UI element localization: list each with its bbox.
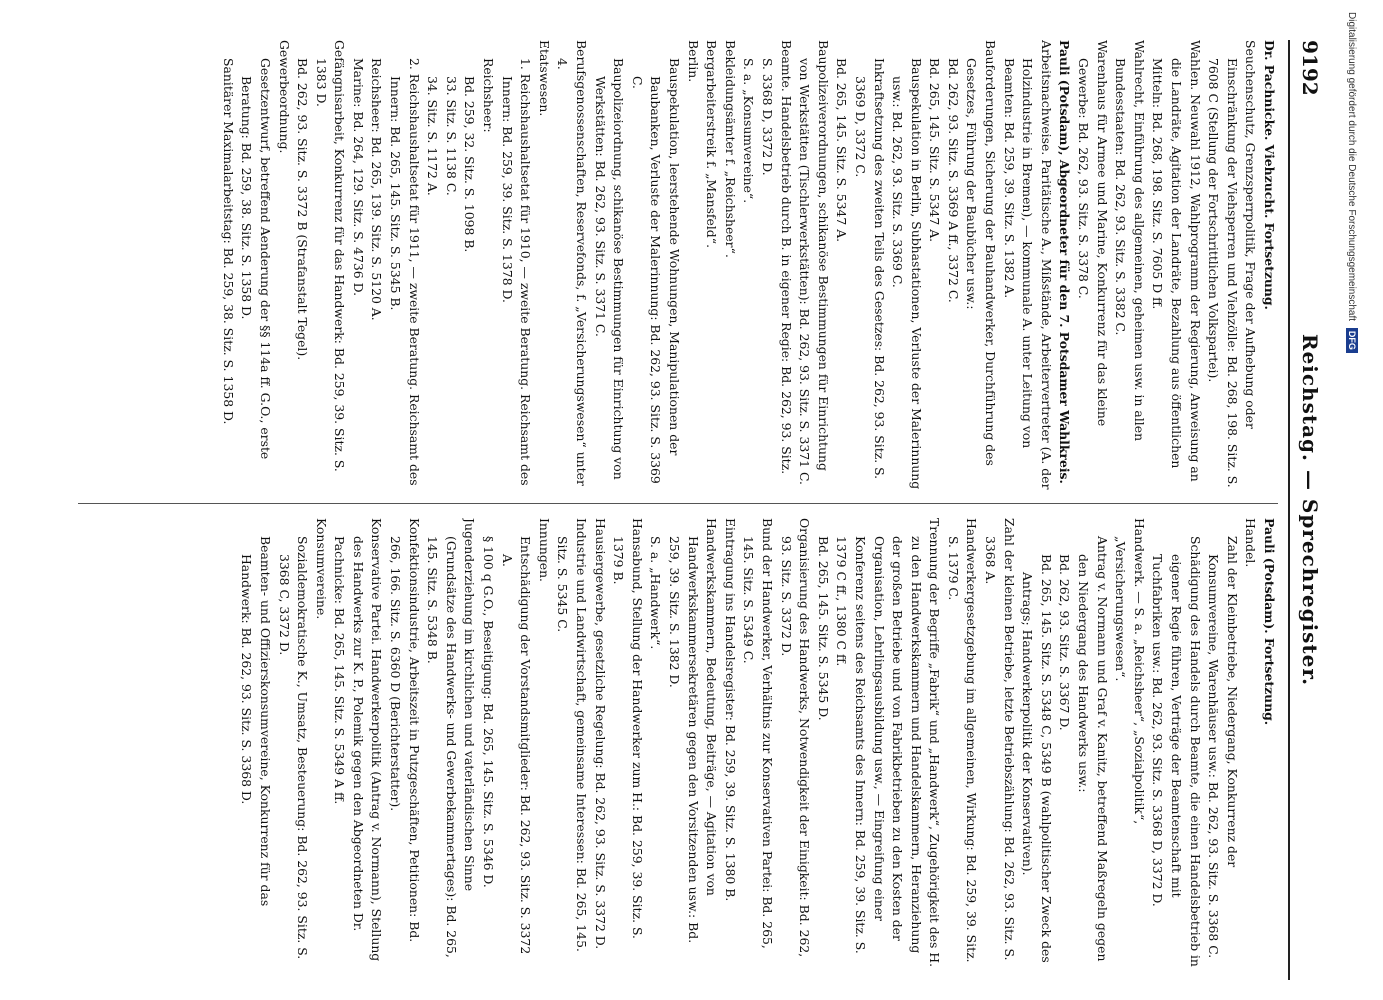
register-entry: Sanitärer Maximalarbeitstag: Bd. 259, 38. Sitz. S. 1358 D. bbox=[220, 58, 236, 425]
register-entry: Bauspekulation in Berlin, Subhastationen, Verluste der Malerinnung usw.: Bd. 262, 93. Sitz. S. 3369 C. bbox=[890, 58, 924, 490]
register-entry: Wahlen. Neuwahl 1912, Wahlprogramm der Regierung, Anweisung an die Landräte, Agitation der Landräte, Bezahlung aus öffentlichen Mitteln: Bd. 268, 198. Sitz. S. 7605 D ff. bbox=[1150, 40, 1203, 482]
register-entry: Gefängnisarbeit, Konkurrenz für das Handwerk: Bd. 259, 39. Sitz. S. 1383 D. bbox=[313, 40, 348, 472]
register-entry: Pauli (Potsdam). Fortsetzung. bbox=[1262, 518, 1277, 726]
register-entry: Handel. bbox=[1243, 518, 1259, 568]
register-entry: Bund der Handwerker, Verhältnis zur Konservativen Partei: Bd. 265, 145. Sitz. S. 5349 C. bbox=[741, 518, 775, 949]
register-entry: Sozialdemokratische K., Umsatz, Besteuerung: Bd. 262, 93. Sitz. S. 3368 C, 3372 D. bbox=[276, 536, 311, 960]
register-entry: Bd. 262, 93. Sitz. S. 3372 B (Strafanstalt Tegel). bbox=[295, 58, 311, 361]
register-entry: Hausiergewerbe, gesetzliche Regelung: Bd. 262, 93. Sitz. S. 3372 D. bbox=[592, 518, 608, 950]
register-entry: Konservative Partei. Handwerkerpolitik (Antrag v. Normann), Stellung des Handwerks zur K. P., Polemik gegen den Abgeordneten Dr. Pachnicke: Bd. 265, 145. Sitz. S. 5349 A ff. bbox=[332, 518, 385, 962]
register-entry: 34. Sitz. S. 1172 A. bbox=[425, 76, 441, 196]
register-entry: § 100 q G.O., Beseitigung: Bd. 265, 145. Sitz. S. 5346 D. bbox=[481, 536, 497, 888]
register-entry: Gesetzentwurf, betreffend Aenderung der §§ 114a ff. G.O., erste Beratung: Bd. 259, 38. Sitz. S. 1358 D. bbox=[239, 58, 273, 460]
register-entry: Bd. 259, 32. Sitz. S. 1098 B. bbox=[462, 76, 478, 253]
register-entry: Beamten- und Offizierskonsumvereine, Konkurrenz für das Handwerk: Bd. 262, 93. Sitz. S. 3368 D. bbox=[239, 536, 273, 907]
page-header bbox=[1288, 40, 1330, 980]
register-entry: Bekleidungsämter f. „Reichsheer“. bbox=[722, 40, 738, 258]
register-entry: Inkraftsetzung des zweiten Teils des Gesetzes: Bd. 262, 93. Sitz. S. 3369 D, 3372 C. bbox=[852, 58, 887, 480]
register-entry: 2. Reichshaushaltsetat für 1911, — zweite Beratung. Reichsamt des Innern: Bd. 265, 145. Sitz. S. 5345 B. bbox=[388, 58, 422, 486]
right-column bbox=[78, 518, 1278, 968]
register-page bbox=[68, 40, 1330, 980]
register-entry: Baupolizeiordnung, schikanöse Bestimmungen für Einrichtung von Werkstätten: Bd. 262, 93. Sitz. S. 3371 C. bbox=[592, 58, 627, 480]
register-entry: Trennung der Begriffe „Fabrik“ und „Handwerk“, Zugehörigkeit des H. zu den Handwerkskammern und Handelskammern, Heranziehung der großen Betriebe und von Fabrikbetrieben zu den Kosten der Organisation, Lehrlingsausbildung usw., — Eingreifung einer Konferenz seitens des Reichsamts des Innern: Bd. 259, 39. Sitz. S. 1379 C ff., 1380 C ff. bbox=[834, 518, 943, 968]
register-entry: Bd. 262, 93. Sitz. S. 3367 D. bbox=[1057, 554, 1073, 731]
register-entry: Zahl der Kleinbetriebe, Niedergang, Konkurrenz der Konsumvereine, Warenhäuser usw.: Bd. 262, 93. Sitz. S. 3368 C. bbox=[1206, 536, 1240, 959]
register-entry: Reichsheer: bbox=[481, 58, 497, 133]
register-entry: Antrag v. Normann und Graf v. Kanitz, betreffend Maßregeln gegen den Niedergang des Handwerks usw.: bbox=[1076, 536, 1110, 962]
digitization-credit bbox=[1346, 12, 1358, 984]
register-entry: Bergarbeiterstreik f. „Mansfeld“. bbox=[704, 40, 720, 249]
register-entry: Seuchenschutz, Grenzsperrpolitik, Frage der Aufhebung oder Einschränkung der Viehsperren und Viehzölle: Bd. 268, 198. Sitz. S. 7608 C (Stellung der Fortschrittlichen Volkspartei). bbox=[1206, 40, 1259, 488]
register-entry: Bd. 265, 145. Sitz. S. 5347 A. bbox=[834, 58, 850, 243]
register-entry: 1. Reichshaushaltsetat für 1910, — zweite Beratung. Reichsamt des Innern: Bd. 259, 39. Sitz. S. 1378 D. bbox=[499, 58, 534, 486]
running-head: Reichstag. — Sprechregister. bbox=[1298, 333, 1322, 687]
register-entry: Bd. 265, 145. Sitz. S. 5348 C, 5349 B (wahlpolitischer Zweck des Antrags; Handwerkerpolitik der Konservativen). bbox=[1020, 554, 1054, 963]
register-entry: S. a. „Handwerk“. bbox=[648, 536, 664, 650]
register-entry: Innungen. bbox=[536, 518, 552, 582]
register-entry: Pauli (Potsdam), Abgeordneter für den 7. Potsdamer Wahlkreis. bbox=[1057, 40, 1073, 484]
register-entry: Warenhaus für Armee und Marine, Konkurrenz für das kleine Gewerbe: Bd. 262, 93. Sitz. S. 3378 C. bbox=[1076, 40, 1110, 427]
register-entry: Jugenderziehung im kirchlichen und vaterländischen Sinne (Grundsätze des Handwerks- und Gewerbekammertages): Bd. 265, 145. Sitz. S. 5348 B. bbox=[425, 518, 478, 958]
register-entry: Arbeitsnachweise. Paritätische A., Mißstände, Arbeitervertreter (A. der Holzindustrie in Bremen), — kommunale A. unter Leitung von Beamten: Bd. 259, 39. Sitz. S. 1382 A. bbox=[1001, 40, 1054, 490]
digitization-credit-text: Digitalisierung gefördert durch die Deutsche Forschungsgemeinschaft bbox=[1346, 12, 1357, 322]
register-entry: Handwerk. — S. a. „Reichsheer“, „Sozialpolitik“, „Versicherungswesen“. bbox=[1113, 518, 1147, 825]
register-entry: Berufsgenossenschaften, Reservefonds, f. „Versicherungswesen“ unter 4. bbox=[555, 40, 590, 486]
column-divider bbox=[78, 503, 1278, 504]
register-entry: Handwerkskammern, Bedeutung, Beiträge, — Agitation von Handwerkskammersekretären gegen den Vorsitzenden usw.: Bd. 259, 39. Sitz. S. 1382 D. bbox=[667, 518, 720, 944]
register-entry: Handwerkergesetzgebung im allgemeinen, Wirkung: Bd. 259, 39. Sitz. S. 1379 C. bbox=[945, 518, 980, 963]
register-entry: Industrie und Landwirtschaft, gemeinsame Interessen: Bd. 265, 145. Sitz. S. 5345 C. bbox=[555, 518, 590, 952]
register-entry: 33. Sitz. S. 1138 C. bbox=[443, 76, 459, 196]
register-entry: Eintragung ins Handelsregister: Bd. 259, 39. Sitz. S. 1380 B. bbox=[722, 518, 738, 902]
register-entry: Reichsheer: Bd. 265, 139. Sitz. S. 5120 A. bbox=[369, 58, 385, 321]
dfg-logo: DFG bbox=[1346, 328, 1358, 353]
register-entry: Berlin. bbox=[685, 40, 701, 83]
register-entry: Wahlrecht, Einführung des allgemeinen, geheimen usw. in allen Bundesstaaten: Bd. 262, 93. Sitz. S. 3382 C. bbox=[1113, 40, 1147, 442]
register-entry: Beamte. Handelsbetrieb durch B. in eigener Regie: Bd. 262, 93. Sitz. S. 3368 D, 3372 D. bbox=[759, 40, 794, 475]
register-entry: Entschädigung der Vorstandsmitglieder: Bd. 262, 93. Sitz. S. 3372 A. bbox=[499, 536, 534, 955]
register-entry: Hansabund, Stellung der Handwerker zum H.: Bd. 259, 39. Sitz. S. 1379 B. bbox=[611, 518, 645, 939]
register-entry: Bd. 265, 145. Sitz. S. 5347 A. bbox=[927, 58, 943, 243]
register-entry: Gewerbeordnung. bbox=[276, 40, 292, 154]
left-column bbox=[78, 40, 1278, 490]
page-number: 9192 bbox=[1298, 40, 1322, 96]
register-entry: Marine: Bd. 264, 129. Sitz. S. 4736 D. bbox=[350, 58, 366, 297]
register-entry: Bauforderungen, Sicherung der Bauhandwerker, Durchführung des Gesetzes, Führung der Baubücher usw.: bbox=[964, 40, 999, 466]
register-entry: S. a. „Konsumvereine“. bbox=[741, 58, 757, 204]
register-entry: Bd. 262, 93. Sitz. S. 3369 A ff., 3372 C. bbox=[945, 58, 961, 303]
register-entry: Organisierung des Handwerks, Notwendigkeit der Einigkeit: Bd. 262, 93. Sitz. S. 3372 D. bbox=[778, 518, 813, 958]
register-entry: Zahl der kleinen Betriebe, letzte Betriebszählung: Bd. 262, 93. Sitz. S. 3368 A. bbox=[983, 518, 1017, 961]
register-entry: Baupolizeiverordnungen, schikanöse Bestimmungen für Einrichtung von Werkstätten (Tischlerwerkstätten): Bd. 262, 93. Sitz. S. 3371 C. bbox=[797, 40, 831, 485]
register-entry: Bauspekulation, leerstehende Wohnungen, Manipulationen der Baubanken, Verluste der Malerinnung: Bd. 262, 93. Sitz. S. 3369 C. bbox=[629, 58, 682, 484]
register-entry: Konfektionsindustrie, Arbeitszeit in Putzgeschäften, Petitionen: Bd. 266, 166. Sitz. S. 6360 D (Berichterstatter). bbox=[388, 518, 422, 943]
register-entry: Etatswesen. bbox=[536, 40, 552, 117]
register-entry: Bd. 265, 145. Sitz. S. 5345 D. bbox=[815, 536, 831, 721]
register-entry: Schädigung des Handels durch Beamte, die einen Handelsbetrieb in eigener Regie führen, Verträge der Beamtenschaft mit Tuchfabriken usw.: Bd. 262, 93. Sitz. S. 3368 D, 3372 D. bbox=[1150, 536, 1203, 967]
register-entry: Dr. Pachnicke. Viehzucht. Fortsetzung. bbox=[1262, 40, 1277, 310]
register-entry: Konsumvereine. bbox=[313, 518, 329, 620]
